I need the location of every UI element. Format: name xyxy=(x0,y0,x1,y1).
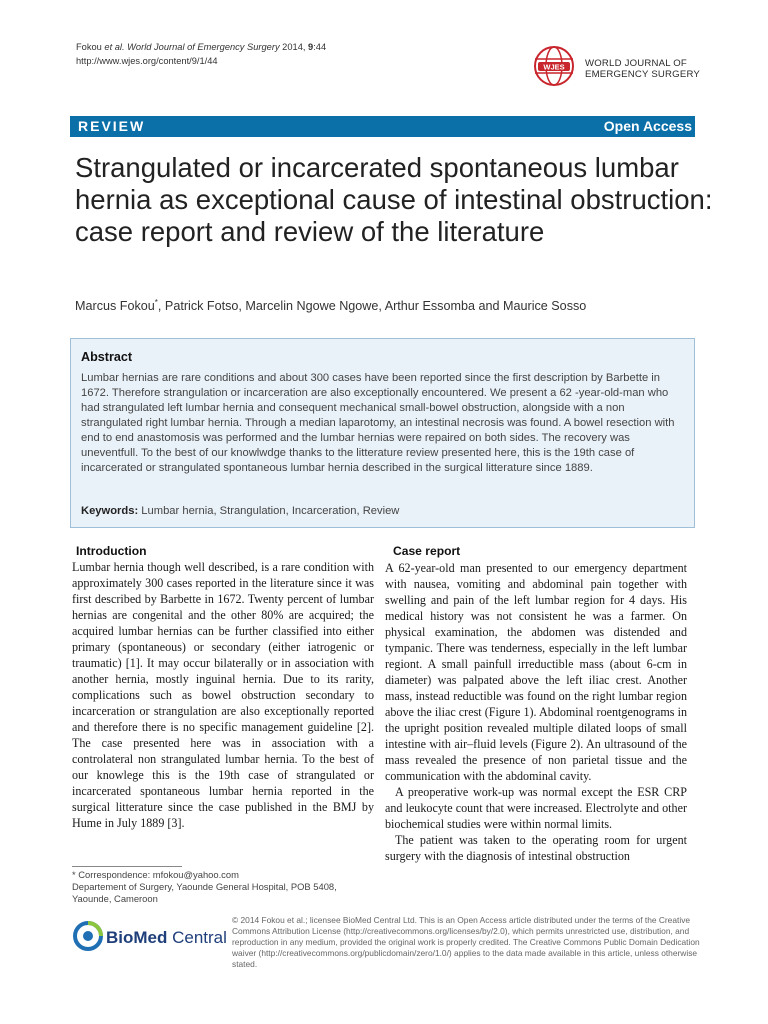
footnote-divider xyxy=(72,866,182,867)
journal-name-line2: EMERGENCY SURGERY xyxy=(585,69,700,80)
svg-text:BioMed Central xyxy=(106,928,227,947)
citation-line xyxy=(76,40,326,54)
article-title: Strangulated or incarcerated spontaneous lumbar hernia as exceptional cause of intestinal obstruction: case report and review of the literature xyxy=(75,152,713,247)
case-report-paragraph: A 62-year-old man presented to our emergency department with nausea, vomiting and abdominal pain together with swelling and pain of the left lumbar region for 4 days. His medical history was not consistent he was a farmer. On physical examination, the abdomen was distended and tympanic. There was tenderness, especially in the left lumbar regiont. A small painfull irreductible mass (about 6-cm in diameter) was palpated above the left iliac crest. Another mass, instead reductible was found on the right lumbar region above the iliac crest (Figure 1). Abdominal roentgenograms in the upright position revealed multiple dilated loops of small intestine with air–fluid levels (Figure 2). An ultrasound of the mass revealed the presence of non parietal tissue and the communication with the abdominal cavity. xyxy=(385,561,687,783)
keywords-label: Keywords: xyxy=(81,505,139,517)
case-report-heading: Case report xyxy=(393,544,461,558)
keywords-list: Lumbar hernia, Strangulation, Incarceration, Review xyxy=(138,505,400,517)
footnote xyxy=(72,869,374,905)
citation-authors: Fokou xyxy=(76,42,105,52)
citation-page: :44 xyxy=(313,42,327,52)
open-access-label: Open Access xyxy=(603,118,692,134)
biomed-central-logo-icon xyxy=(72,918,232,954)
citation-journal: et al. World Journal of Emergency Surgery xyxy=(104,42,280,52)
author-others: , Patrick Fotso, Marcelin Ngowe Ngowe, Arthur Essomba and Maurice Sosso xyxy=(157,299,587,314)
license-text: © 2014 Fokou et al.; licensee BioMed Central Ltd. This is an Open Access article distributed under the terms of the Creative Commons Attribution License (http://creativecommons.org/licenses/by/2.0), which permits unrestricted use, distribution, and reproduction in any medium, provided the original work is properly credited. The Creative Commons Public Domain Dedication waiver (http://creativecommons.org/publicdomain/zero/1.0/) applies to the data made available in this article, unless otherwise stated. xyxy=(232,915,700,969)
keywords xyxy=(81,505,686,517)
citation-header xyxy=(76,40,326,68)
publisher-name-bold: BioMed xyxy=(106,928,168,947)
article-url[interactable]: http://www.wjes.org/content/9/1/44 xyxy=(76,56,218,66)
abstract-heading: Abstract xyxy=(81,350,133,364)
article-type-label: REVIEW xyxy=(78,118,146,134)
abstract-text: Lumbar hernias are rare conditions and about 300 cases have been reported since the first description by Barbette in 1672. Therefore strangulation or incarceration are also exceptionally encountered. We present a 62 -year-old-man who had strangulated left lumbar hernia and consequent mechanical small-bowel obstruction, alongside with a non strangulated right lumbar hernia. Through a median laparotomy, an intestinal necrosis was found. A bowel resection with end to end anastomosis was performed and the lumbar hernias were repaired on both sides. The recovery was uneventfull. To the best of our knowlwdge thanks to the litterature review presented here, this is the 19th case of incarcerated or strangulated spontaneous lumbar hernia described in the surgical litterature since 1889. xyxy=(81,372,675,474)
journal-logo-abbrev: WJES xyxy=(543,62,565,72)
publisher-name-regular: Central xyxy=(167,928,227,947)
journal-name-line1: WORLD JOURNAL OF xyxy=(585,58,687,69)
correspondence-mark: * xyxy=(154,298,158,307)
citation-volume: 9 xyxy=(308,42,314,52)
citation-year: 2014, xyxy=(279,42,309,52)
article-type-band xyxy=(70,116,695,137)
case-report-paragraph: A preoperative work-up was normal except the ESR CRP and leukocyte count that were increased. Electrolyte and other biochemical studies were within normal limits. xyxy=(385,785,687,831)
introduction-body xyxy=(72,559,374,831)
author-affiliation: Departement of Surgery, Yaounde General Hospital, POB 5408, Yaounde, Cameroon xyxy=(72,881,337,904)
case-report-paragraph: The patient was taken to the operating room for urgent surgery with the diagnosis of intestinal obstruction xyxy=(385,833,687,863)
introduction-heading: Introduction xyxy=(76,544,147,558)
author-list xyxy=(75,298,715,313)
correspondence-email[interactable]: * Correspondence: mfokou@yahoo.com xyxy=(72,869,239,880)
journal-name xyxy=(585,58,700,80)
case-report-body xyxy=(385,560,687,864)
author-corresponding[interactable]: Marcus Fokou xyxy=(75,299,155,314)
introduction-paragraph: Lumbar hernia though well described, is a rare condition with approximately 300 cases reported in the literature since it was first described by Barbette in 1672. Twenty percent of lumbar hernias are congenital and the other 80% are acquired; the acquired lumbar hernias can be further classified into either primary (spontaneous) or secondary (either iatrogenic or traumatic) [1]. It may occur bilaterally or in association with another hernia, mostly inguinal hernia. Due to its rarity, complications such as bowel obstruction secondary to incarceration or strangulation are also exceptionally reported and therefore there is no specific management guideline [2]. The case presented here was in association with a controlateral non strangulated lumbar hernia. To the best of our knowlege this is the 19th case of strangulated or incarcerated spontaneous lumbar hernia reported in the surgical litterature since the case published in the BMJ by Hume in July 1889 [3]. xyxy=(72,560,374,830)
